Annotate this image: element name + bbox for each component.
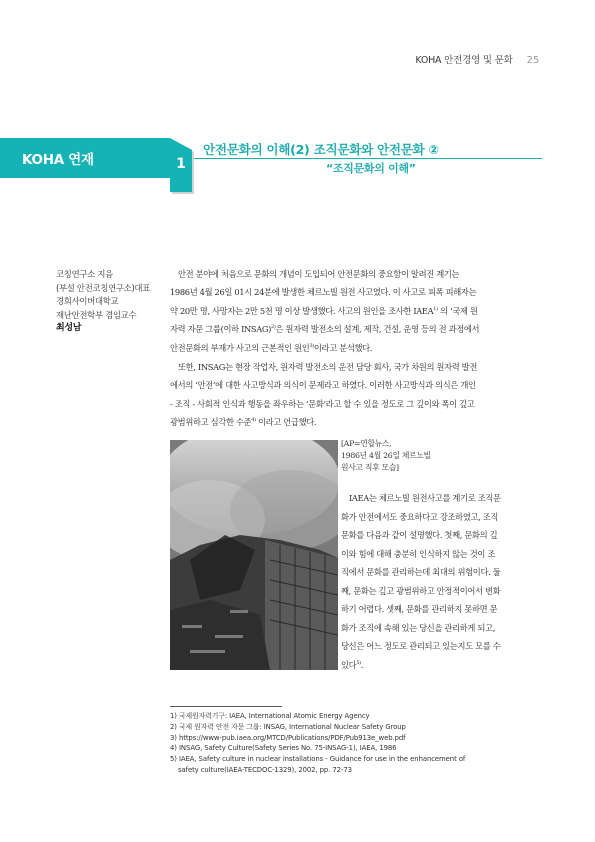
author-line: 재난안전학부 겸임교수 <box>56 309 137 320</box>
footnote: 4) INSAG, Safety Culture(Safety Series No. 75-INSAG-1), IAEA, 1986 <box>170 744 397 753</box>
footnote: 1) 국제원자력기구: IAEA, International Atomic Energy Agency <box>170 712 370 720</box>
footnotes <box>170 711 465 776</box>
text-line: 하기 어렵다. 셋째, 문화를 관리하지 못하면 문 <box>341 604 498 614</box>
article-title: 안전문화의 이해(2) 조직문화와 안전문화 ② <box>203 142 439 157</box>
paragraph-1 <box>170 265 542 357</box>
text-line: 당신은 어느 정도로 관리되고 있는지도 모를 수 <box>341 641 501 651</box>
text-line: IAEA는 체르노빌 원전사고를 계기로 조직문 <box>349 493 501 503</box>
footnote-continuation: safety culture(IAEA-TECDOC-1329), 2002, pp. 72-73 <box>178 765 352 774</box>
footnote-ref[interactable]: 5) <box>356 659 361 666</box>
text-segment: 약 20만 명, 사망자는 2만 5천 명 이상 발생했다. 사고의 원인을 조사한 IAEA <box>170 305 434 316</box>
text-line: 1986년 4월 26일 01시 24분에 발생한 체르노빌 원전 사고였다. 이 사고로 피폭 피해자는 <box>170 287 477 298</box>
footnote-ref[interactable]: 3) <box>309 342 314 349</box>
paragraph-3 <box>341 489 542 674</box>
text-line: 이와 힘에 대해 충분히 인식하지 않는 것이 조 <box>341 548 495 559</box>
text-line: 안전 분야에 처음으로 문화의 개념이 도입되어 안전문화의 중요함이 알려진 계기는 <box>178 269 460 279</box>
running-header <box>415 52 539 66</box>
text-segment: 이라고 분석했다. <box>313 342 373 353</box>
text-segment: 이라고 언급했다. <box>257 417 317 428</box>
caption-line: 원사고 직후 모습] <box>341 463 399 472</box>
footnote-divider <box>170 706 282 707</box>
series-number: 1 <box>176 156 186 172</box>
chernobyl-photo <box>170 440 338 670</box>
text-segment: 있다 <box>341 659 357 670</box>
photo-illustration <box>170 440 338 670</box>
text-segment: 광범위하고 심각한 수준 <box>170 417 252 428</box>
text-line <box>170 413 542 431</box>
author-name: 최성남 <box>56 323 82 333</box>
footnote: 2) 국제 원자력 안전 자문 그룹: INSAG, International Nuclear Safety Group <box>170 722 406 731</box>
text-segment: 안전문화의 부재가 사고의 근본적인 원인 <box>170 342 310 353</box>
text-segment: 은 원자력 발전소의 설계, 제작, 건설, 운영 등의 전 과정에서 <box>275 324 480 335</box>
text-line: 에서의 ‘안전’에 대한 사고방식과 의식이 문제라고 하였다. 이러한 사고방식과 의식은 개인 <box>170 380 476 391</box>
footnote[interactable]: 3) https://www-pub.iaea.org/MTCD/Publications/PDF/Pub913e_web.pdf <box>170 733 406 742</box>
text-line: 또한, INSAG는 현장 작업자, 원자력 발전소의 운전 담당 회사, 국가 차원의 원자력 발전 <box>178 362 478 372</box>
photo-caption <box>341 438 431 474</box>
footnote-ref[interactable]: 4) <box>251 417 256 424</box>
author-block <box>56 268 150 336</box>
author-line: (부설 안전코칭연구소)대표 <box>56 282 150 293</box>
text-line <box>170 302 542 320</box>
author-line: 경희사이버대학교 <box>56 296 119 306</box>
magazine-name: KOHA 안전경영 및 문화 <box>415 55 513 66</box>
paragraph-2 <box>170 358 542 432</box>
text-line: 화가 조직에 속해 있는 당신을 관리하게 되고, <box>341 622 495 633</box>
caption-line: 1986년 4월 26일 체르노빌 <box>341 451 431 460</box>
text-line: 있다$^{5)}$. <box>341 659 364 670</box>
text-line <box>170 320 542 338</box>
text-segment: 의 ‘국제 원 <box>437 305 478 316</box>
text-line: 째, 문화는 깊고 광범위하고 안정적이어서 변화 <box>341 585 501 596</box>
text-line: 직에서 문화를 관리하는데 최대의 위험이다. 둘 <box>341 567 501 577</box>
text-line: 화가 안전에서도 중요하다고 강조하였고, 조직 <box>341 511 499 522</box>
series-label: KOHA 연재 <box>22 152 94 168</box>
text-line <box>170 339 542 357</box>
text-line: - 조직 - 사회적 인식과 행동을 좌우하는 ‘문화’라고 할 수 있을 정도로 그 깊이와 폭이 깊고 <box>170 398 475 409</box>
author-line: 코칭연구소 지음 <box>56 269 113 279</box>
article-subtitle: “조직문화의 이해” <box>326 162 416 175</box>
text-segment: 자력 자문 그룹(이하 INSAG) <box>170 324 272 335</box>
page-number: 25 <box>526 55 539 66</box>
text-line: 문화를 다음과 같이 설명했다. 첫째, 문화의 깊 <box>341 530 498 540</box>
title-rule <box>194 158 542 159</box>
footnote-ref[interactable]: 1) <box>433 306 438 313</box>
footnote-ref[interactable]: 2) <box>271 324 276 331</box>
caption-line: [AP=연합뉴스, <box>341 439 392 448</box>
footnote: 5) IAEA, Safety culture in nuclear installations - Guidance for use in the enhancement of <box>170 755 466 764</box>
